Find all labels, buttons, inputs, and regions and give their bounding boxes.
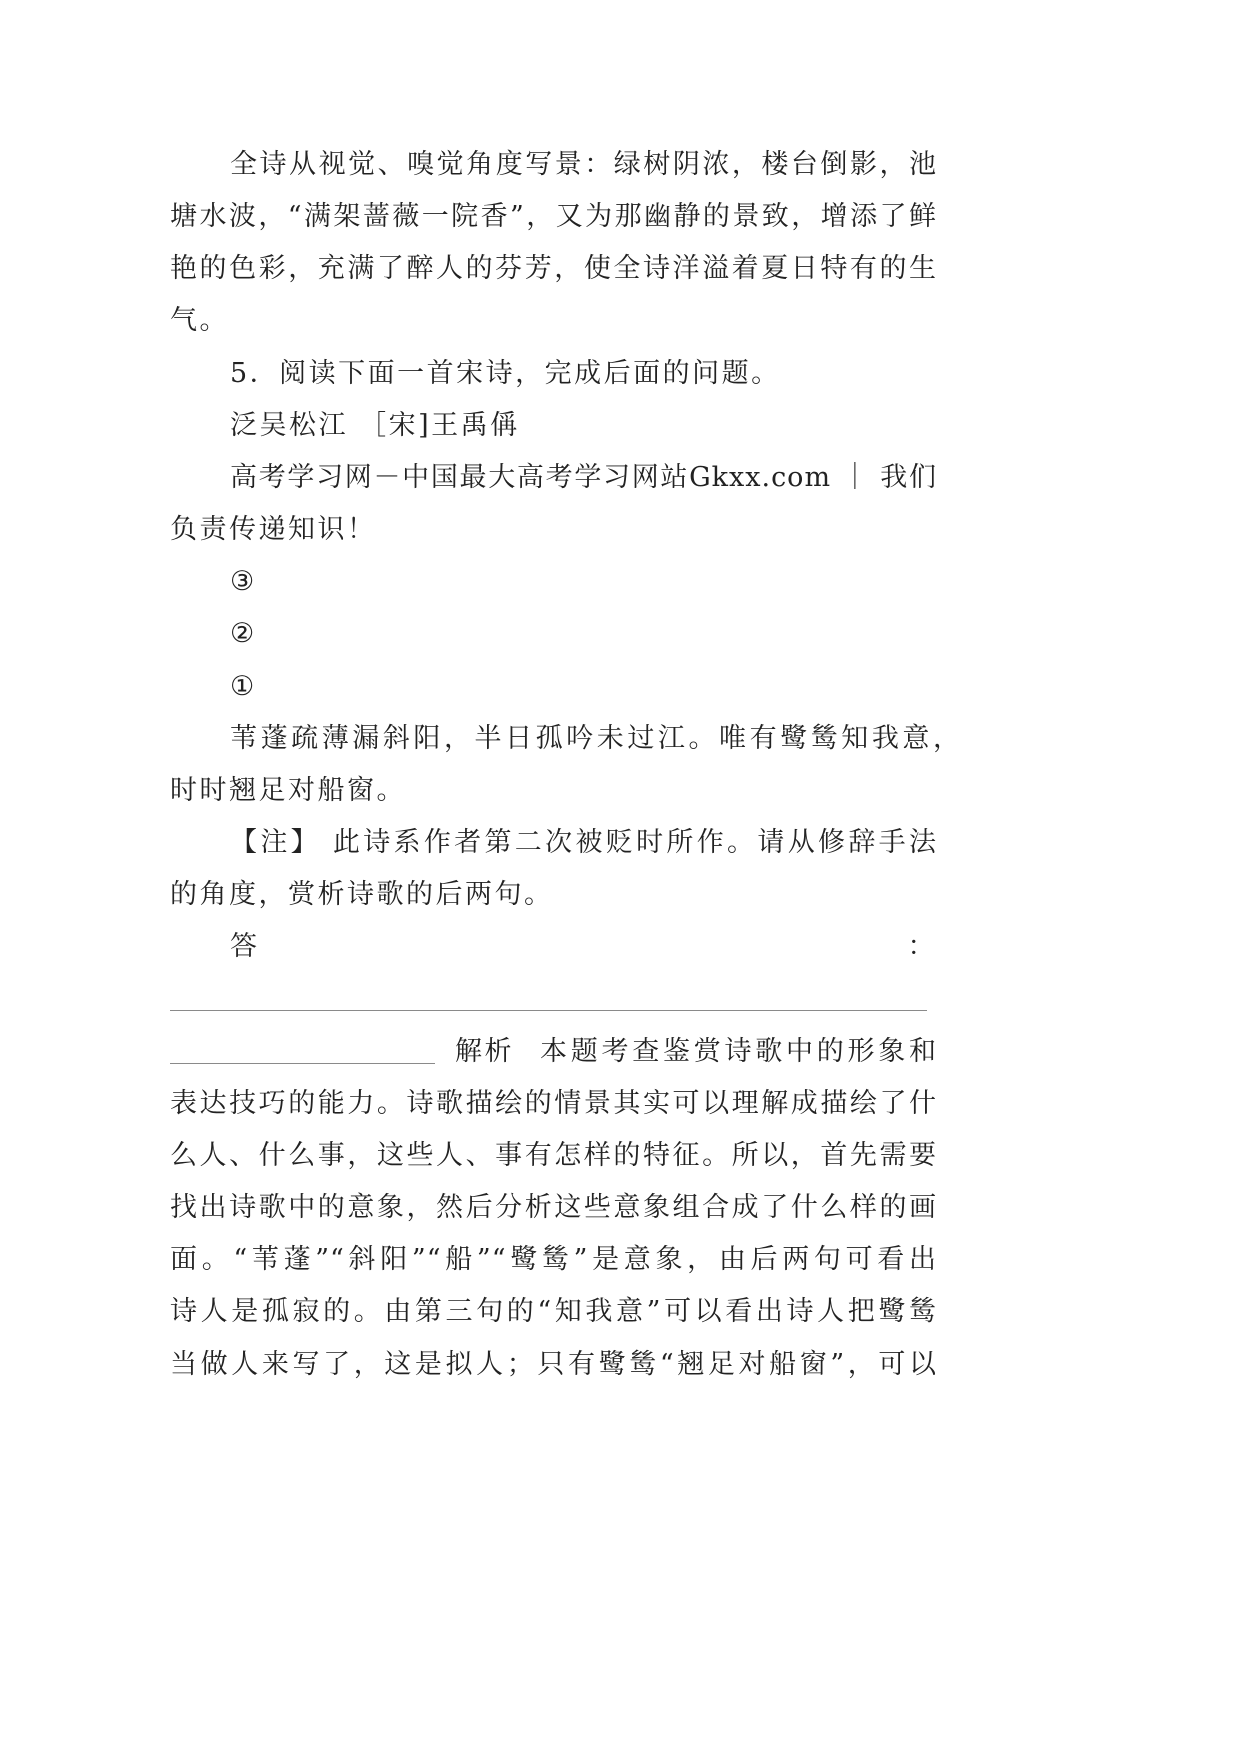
annotation-note [170,817,937,921]
circled-marker: ② [230,618,257,650]
analysis-label: 解析 [455,1035,514,1067]
answer-blank-line [170,1063,435,1064]
source-watermark [170,452,937,556]
note-line: 的角度，赏析诗歌的后两句。 [170,879,554,911]
circled-markers [170,556,937,712]
intro-line: 艳的色彩，充满了醉人的芬芳，使全诗洋溢着夏日特有的生 [170,253,937,285]
analysis-line: 面。“苇蓬”“斜阳”“船”“鹭鸶”是意象，由后两句可看出 [170,1244,937,1276]
intro-paragraph [170,139,937,348]
analysis-line: 找出诗歌中的意象，然后分析这些意象组合成了什么样的画 [170,1192,937,1224]
poem-text [170,713,961,817]
answer-blank-line [170,1010,927,1011]
analysis-paragraph [170,1026,937,1391]
circled-marker: ① [230,670,257,702]
analysis-line: 么人、什么事，这些人、事有怎样的特征。所以，首先需要 [170,1139,937,1171]
answer-prompt [170,921,937,973]
analysis-line: 本题考查鉴赏诗歌中的形象和 [540,1035,937,1067]
note-line: 【注】 此诗系作者第二次被贬时所作。请从修辞手法 [230,827,937,859]
watermark-line: 负责传递知识！ [170,514,377,546]
poem-title: 泛吴松江 ［宋]王禹偁 [230,409,520,441]
analysis-first-line [170,1026,937,1078]
question-prompt: 5．阅读下面一首宋诗，完成后面的问题。 [230,357,781,389]
analysis-line: 诗人是孤寂的。由第三句的“知我意”可以看出诗人把鹭鸶 [170,1296,937,1328]
watermark-line: 高考学习网－中国最大高考学习网站Gkxx.com ｜ 我们 [230,461,937,493]
intro-line: 气。 [170,305,229,337]
answer-colon: ： [907,931,937,963]
document-body [170,139,961,1391]
answer-blank-row [170,974,937,1026]
answer-label: 答 [230,931,260,963]
analysis-line: 表达技巧的能力。诗歌描绘的情景其实可以理解成描绘了什 [170,1087,937,1119]
analysis-line: 当做人来写了，这是拟人；只有鹭鸶“翘足对船窗”，可以 [170,1348,937,1380]
poem-line: 苇蓬疏薄漏斜阳，半日孤吟未过江。唯有鹭鸶知我意， [230,722,961,754]
poem-line: 时时翘足对船窗。 [170,774,406,806]
circled-marker: ③ [230,566,257,598]
intro-line: 塘水波，“满架蔷薇一院香”，又为那幽静的景致，增添了鲜 [170,201,937,233]
intro-line: 全诗从视觉、嗅觉角度写景：绿树阴浓，楼台倒影，池 [230,149,937,180]
